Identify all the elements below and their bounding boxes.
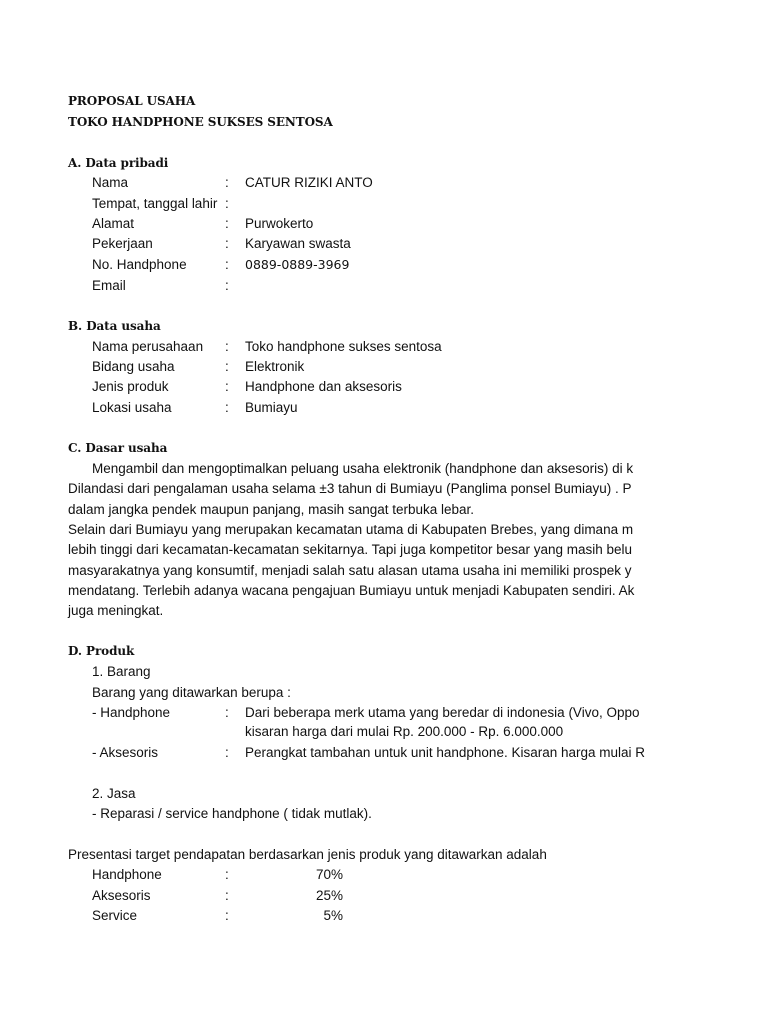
paragraph-line: masyarakatnya yang konsumtif, menjadi salah satu alasan utama usaha ini memiliki prospek y bbox=[68, 563, 632, 578]
field-colon: : bbox=[225, 745, 229, 760]
barang-title: 1. Barang bbox=[92, 664, 151, 679]
field-colon: : bbox=[225, 257, 229, 272]
field-colon: : bbox=[225, 216, 229, 231]
target-value-aksesoris: 25% bbox=[315, 888, 343, 903]
field-colon: : bbox=[225, 196, 229, 211]
target-intro: Presentasi target pendapatan berdasarkan jenis produk yang ditawarkan adalah bbox=[68, 847, 547, 862]
field-value-pekerjaan: Karyawan swasta bbox=[245, 236, 351, 251]
field-colon: : bbox=[225, 175, 229, 190]
field-colon: : bbox=[225, 400, 229, 415]
field-label-email: Email bbox=[92, 278, 126, 293]
section-c-heading: C. Dasar usaha bbox=[68, 441, 168, 455]
field-label-pekerjaan: Pekerjaan bbox=[92, 236, 153, 251]
paragraph-line: Mengambil dan mengoptimalkan peluang usaha elektronik (handphone dan aksesoris) di k bbox=[92, 461, 634, 476]
field-label-ttl: Tempat, tanggal lahir bbox=[92, 196, 218, 211]
paragraph-line: mendatang. Terlebih adanya wacana pengajuan Bumiayu untuk menjadi Kabupaten sendiri. Ak bbox=[68, 583, 635, 598]
document-subtitle: TOKO HANDPHONE SUKSES SENTOSA bbox=[68, 115, 333, 129]
field-value-bidang-usaha: Elektronik bbox=[245, 359, 305, 374]
field-colon: : bbox=[225, 379, 229, 394]
target-value-service: 5% bbox=[323, 908, 343, 923]
field-colon: : bbox=[225, 339, 229, 354]
target-label-handphone: Handphone bbox=[92, 867, 162, 882]
section-a-heading: A. Data pribadi bbox=[68, 156, 169, 170]
product-label-aksesoris: - Aksesoris bbox=[92, 745, 159, 760]
field-label-nama: Nama bbox=[92, 175, 129, 190]
target-label-service: Service bbox=[92, 908, 138, 923]
target-label-aksesoris: Aksesoris bbox=[92, 888, 151, 903]
field-label-bidang-usaha: Bidang usaha bbox=[92, 359, 175, 374]
field-label-handphone: No. Handphone bbox=[92, 257, 187, 272]
field-value-jenis-produk: Handphone dan aksesoris bbox=[245, 379, 402, 394]
jasa-item: - Reparasi / service handphone ( tidak mutlak). bbox=[92, 806, 372, 821]
document-title: PROPOSAL USAHA bbox=[68, 94, 196, 108]
field-colon: : bbox=[225, 236, 229, 251]
field-colon: : bbox=[225, 359, 229, 374]
field-colon: : bbox=[225, 867, 229, 882]
paragraph-line: lebih tinggi dari kecamatan-kecamatan sekitarnya. Tapi juga kompetitor besar yang masih belu bbox=[68, 542, 633, 557]
target-value-handphone: 70% bbox=[315, 867, 343, 882]
section-b-heading: B. Data usaha bbox=[68, 319, 161, 333]
paragraph-line: juga meningkat. bbox=[68, 603, 164, 618]
product-desc-handphone: Dari beberapa merk utama yang beredar di indonesia (Vivo, Oppo bbox=[245, 705, 640, 720]
field-label-nama-perusahaan: Nama perusahaan bbox=[92, 339, 204, 354]
field-colon: : bbox=[225, 278, 229, 293]
barang-intro: Barang yang ditawarkan berupa : bbox=[92, 685, 291, 700]
field-label-jenis-produk: Jenis produk bbox=[92, 379, 169, 394]
field-label-lokasi-usaha: Lokasi usaha bbox=[92, 400, 172, 415]
field-colon: : bbox=[225, 705, 229, 720]
field-value-lokasi-usaha: Bumiayu bbox=[245, 400, 298, 415]
paragraph-line: dalam jangka pendek maupun panjang, masih sangat terbuka lebar. bbox=[68, 502, 475, 517]
jasa-title: 2. Jasa bbox=[92, 786, 136, 801]
paragraph-line: Dilandasi dari pengalaman usaha selama ±3 tahun di Bumiayu (Panglima ponsel Bumiayu) . P bbox=[68, 481, 632, 496]
field-colon: : bbox=[225, 908, 229, 923]
field-value-nama: CATUR RIZIKI ANTO bbox=[245, 175, 373, 190]
product-price-handphone: kisaran harga dari mulai Rp. 200.000 - Rp. 6.000.000 bbox=[245, 724, 564, 739]
field-colon: : bbox=[225, 888, 229, 903]
product-label-handphone: - Handphone bbox=[92, 705, 171, 720]
section-d-heading: D. Produk bbox=[68, 644, 135, 658]
field-value-nama-perusahaan: Toko handphone sukses sentosa bbox=[245, 339, 442, 354]
field-label-alamat: Alamat bbox=[92, 216, 135, 231]
field-value-handphone: 0889-0889-3969 bbox=[245, 257, 350, 272]
product-desc-aksesoris: Perangkat tambahan untuk unit handphone. Kisaran harga mulai R bbox=[245, 745, 646, 760]
field-value-alamat: Purwokerto bbox=[245, 216, 314, 231]
paragraph-line: Selain dari Bumiayu yang merupakan kecamatan utama di Kabupaten Brebes, yang dimana m bbox=[68, 522, 634, 537]
